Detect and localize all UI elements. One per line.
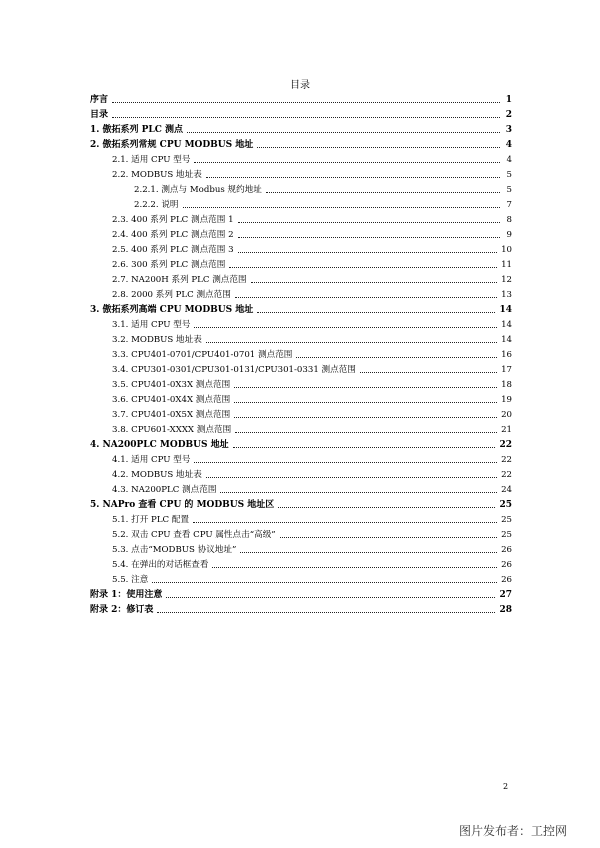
toc-entry-page: 4 xyxy=(506,155,512,165)
toc-entry-page: 21 xyxy=(501,425,512,435)
toc-entry-label: 2.6. 300 系列 PLC 测点范围 xyxy=(112,260,226,270)
dot-leader xyxy=(229,257,497,268)
toc-entry-label: 3. 傲拓系列高端 CPU MODBUS 地址 xyxy=(90,305,254,315)
toc-entry-page: 12 xyxy=(501,275,512,285)
toc-entry-label: 2.8. 2000 系列 PLC 测点范围 xyxy=(112,290,231,300)
dot-leader xyxy=(157,602,495,613)
dot-leader xyxy=(235,287,497,298)
toc-entry[interactable] xyxy=(90,540,512,555)
toc-entry-page: 22 xyxy=(501,470,512,480)
dot-leader xyxy=(183,197,500,208)
toc-entry[interactable] xyxy=(90,360,512,375)
toc-entry-label: 5. NAPro 查看 CPU 的 MODBUS 地址区 xyxy=(90,500,275,510)
dot-leader xyxy=(257,137,500,148)
dot-leader xyxy=(234,392,497,403)
toc-entry-label: 2.2.2. 说明 xyxy=(134,200,179,210)
toc-entry[interactable] xyxy=(90,285,512,300)
toc-entry-page: 3 xyxy=(505,125,512,135)
dot-leader xyxy=(233,437,496,448)
dot-leader xyxy=(220,482,497,493)
toc-entry[interactable] xyxy=(90,435,512,450)
toc-entry[interactable] xyxy=(90,420,512,435)
dot-leader xyxy=(212,557,497,568)
toc-entry[interactable] xyxy=(90,315,512,330)
toc-entry-label: 3.6. CPU401-0X4X 测点范围 xyxy=(112,395,231,405)
toc-entry[interactable] xyxy=(90,90,512,105)
toc-entry-label: 3.2. MODBUS 地址表 xyxy=(112,335,202,345)
toc-entry-page: 9 xyxy=(506,230,512,240)
toc-entry-label: 序言 xyxy=(90,95,109,105)
toc-entry[interactable] xyxy=(90,480,512,495)
dot-leader xyxy=(266,182,500,193)
toc-entry-label: 2.7. NA200H 系列 PLC 测点范围 xyxy=(112,275,247,285)
toc-entry-label: 2. 傲拓系列常规 CPU MODBUS 地址 xyxy=(90,140,254,150)
toc-entry[interactable] xyxy=(90,465,512,480)
toc-entry[interactable] xyxy=(90,240,512,255)
dot-leader xyxy=(206,167,500,178)
toc-entry-label: 4.3. NA200PLC 测点范围 xyxy=(112,485,217,495)
toc-entry-label: 2.2. MODBUS 地址表 xyxy=(112,170,202,180)
toc-entry-page: 16 xyxy=(501,350,512,360)
toc-entry-page: 1 xyxy=(505,95,512,105)
page-number: 2 xyxy=(503,782,509,791)
toc-entry[interactable] xyxy=(90,450,512,465)
toc-entry[interactable] xyxy=(90,120,512,135)
toc-entry[interactable] xyxy=(90,180,512,195)
toc-entry-page: 28 xyxy=(499,605,512,615)
toc-entry-page: 17 xyxy=(501,365,512,375)
toc-entry-label: 2.2.1. 测点与 Modbus 规约地址 xyxy=(134,185,262,195)
toc-entry[interactable] xyxy=(90,270,512,285)
toc-entry[interactable] xyxy=(90,495,512,510)
toc-entry[interactable] xyxy=(90,390,512,405)
toc-entry-page: 26 xyxy=(501,575,512,585)
toc-entry-label: 3.1. 适用 CPU 型号 xyxy=(112,320,191,330)
toc-entry-label: 4. NA200PLC MODBUS 地址 xyxy=(90,440,229,450)
table-of-contents xyxy=(90,90,512,615)
toc-entry-page: 11 xyxy=(501,260,512,270)
toc-entry[interactable] xyxy=(90,195,512,210)
dot-leader xyxy=(235,422,497,433)
toc-entry-page: 26 xyxy=(501,560,512,570)
toc-entry-page: 2 xyxy=(505,110,512,120)
toc-entry-page: 22 xyxy=(499,440,512,450)
toc-entry-label: 目录 xyxy=(90,110,109,120)
toc-entry-page: 8 xyxy=(506,215,512,225)
toc-entry[interactable] xyxy=(90,345,512,360)
toc-entry-label: 2.1. 适用 CPU 型号 xyxy=(112,155,191,165)
dot-leader xyxy=(234,377,497,388)
toc-entry-page: 7 xyxy=(506,200,512,210)
toc-entry-label: 4.2. MODBUS 地址表 xyxy=(112,470,202,480)
toc-entry[interactable] xyxy=(90,105,512,120)
toc-entry-page: 20 xyxy=(501,410,512,420)
dot-leader xyxy=(194,317,497,328)
toc-entry-label: 3.3. CPU401-0701/CPU401-0701 测点范围 xyxy=(112,350,293,360)
toc-entry-page: 10 xyxy=(501,245,512,255)
dot-leader xyxy=(296,347,497,358)
toc-entry-label: 5.1. 打开 PLC 配置 xyxy=(112,515,190,525)
toc-entry[interactable] xyxy=(90,405,512,420)
dot-leader xyxy=(257,302,495,313)
dot-leader xyxy=(166,587,495,598)
dot-leader xyxy=(112,92,500,103)
toc-entry-page: 4 xyxy=(505,140,512,150)
dot-leader xyxy=(278,497,495,508)
toc-entry-label: 4.1. 适用 CPU 型号 xyxy=(112,455,191,465)
toc-entry-label: 5.4. 在弹出的对话框查看 xyxy=(112,560,209,570)
toc-entry-label: 2.3. 400 系列 PLC 测点范围 1 xyxy=(112,215,234,225)
toc-entry[interactable] xyxy=(90,375,512,390)
toc-entry-page: 26 xyxy=(501,545,512,555)
dot-leader xyxy=(193,512,497,523)
toc-entry[interactable] xyxy=(90,330,512,345)
toc-entry-page: 25 xyxy=(501,530,512,540)
toc-entry[interactable] xyxy=(90,300,512,315)
dot-leader xyxy=(206,332,497,343)
toc-entry-page: 5 xyxy=(506,170,512,180)
toc-entry-page: 18 xyxy=(501,380,512,390)
dot-leader xyxy=(187,122,500,133)
toc-entry-page: 19 xyxy=(501,395,512,405)
toc-entry-page: 25 xyxy=(499,500,512,510)
dot-leader xyxy=(238,227,500,238)
toc-entry-page: 13 xyxy=(501,290,512,300)
dot-leader xyxy=(234,407,497,418)
toc-entry-label: 5.2. 双击 CPU 查看 CPU 属性点击“高级” xyxy=(112,530,276,540)
toc-entry-page: 22 xyxy=(501,455,512,465)
dot-leader xyxy=(152,572,497,583)
toc-entry[interactable] xyxy=(90,210,512,225)
toc-entry-label: 1. 傲拓系列 PLC 测点 xyxy=(90,125,184,135)
toc-entry[interactable] xyxy=(90,510,512,525)
toc-title: 目录 xyxy=(290,80,310,91)
toc-entry-label: 3.7. CPU401-0X5X 测点范围 xyxy=(112,410,231,420)
dot-leader xyxy=(240,542,497,553)
toc-entry-page: 25 xyxy=(501,515,512,525)
toc-entry[interactable] xyxy=(90,585,512,600)
toc-entry-page: 27 xyxy=(499,590,512,600)
toc-entry[interactable] xyxy=(90,150,512,165)
dot-leader xyxy=(238,242,498,253)
toc-entry-page: 14 xyxy=(499,305,512,315)
dot-leader xyxy=(360,362,497,373)
toc-entry[interactable] xyxy=(90,165,512,180)
toc-entry-label: 3.8. CPU601-XXXX 测点范围 xyxy=(112,425,232,435)
toc-entry-page: 14 xyxy=(501,320,512,330)
toc-entry[interactable] xyxy=(90,135,512,150)
toc-entry-label: 2.5. 400 系列 PLC 测点范围 3 xyxy=(112,245,234,255)
toc-entry-label: 3.5. CPU401-0X3X 测点范围 xyxy=(112,380,231,390)
toc-entry-label: 附录 2：修订表 xyxy=(90,605,154,615)
toc-entry[interactable] xyxy=(90,225,512,240)
toc-entry-label: 2.4. 400 系列 PLC 测点范围 2 xyxy=(112,230,234,240)
toc-entry[interactable] xyxy=(90,525,512,540)
dot-leader xyxy=(238,212,500,223)
toc-entry-label: 3.4. CPU301-0301/CPU301-0131/CPU301-0331 测点范围 xyxy=(112,365,356,375)
dot-leader xyxy=(206,467,497,478)
toc-entry-label: 5.5. 注意 xyxy=(112,575,149,585)
dot-leader xyxy=(280,527,497,538)
toc-entry-page: 14 xyxy=(501,335,512,345)
dot-leader xyxy=(112,107,500,118)
toc-entry-page: 5 xyxy=(506,185,512,195)
dot-leader xyxy=(251,272,497,283)
toc-entry-label: 5.3. 点击“MODBUS 协议地址” xyxy=(112,545,237,555)
toc-entry[interactable] xyxy=(90,555,512,570)
toc-entry[interactable] xyxy=(90,600,512,615)
toc-entry[interactable] xyxy=(90,570,512,585)
toc-entry-page: 24 xyxy=(501,485,512,495)
toc-entry[interactable] xyxy=(90,255,512,270)
watermark: 图片发布者：工控网 xyxy=(459,824,568,838)
dot-leader xyxy=(194,452,497,463)
dot-leader xyxy=(194,152,500,163)
toc-entry-label: 附录 1：使用注意 xyxy=(90,590,163,600)
